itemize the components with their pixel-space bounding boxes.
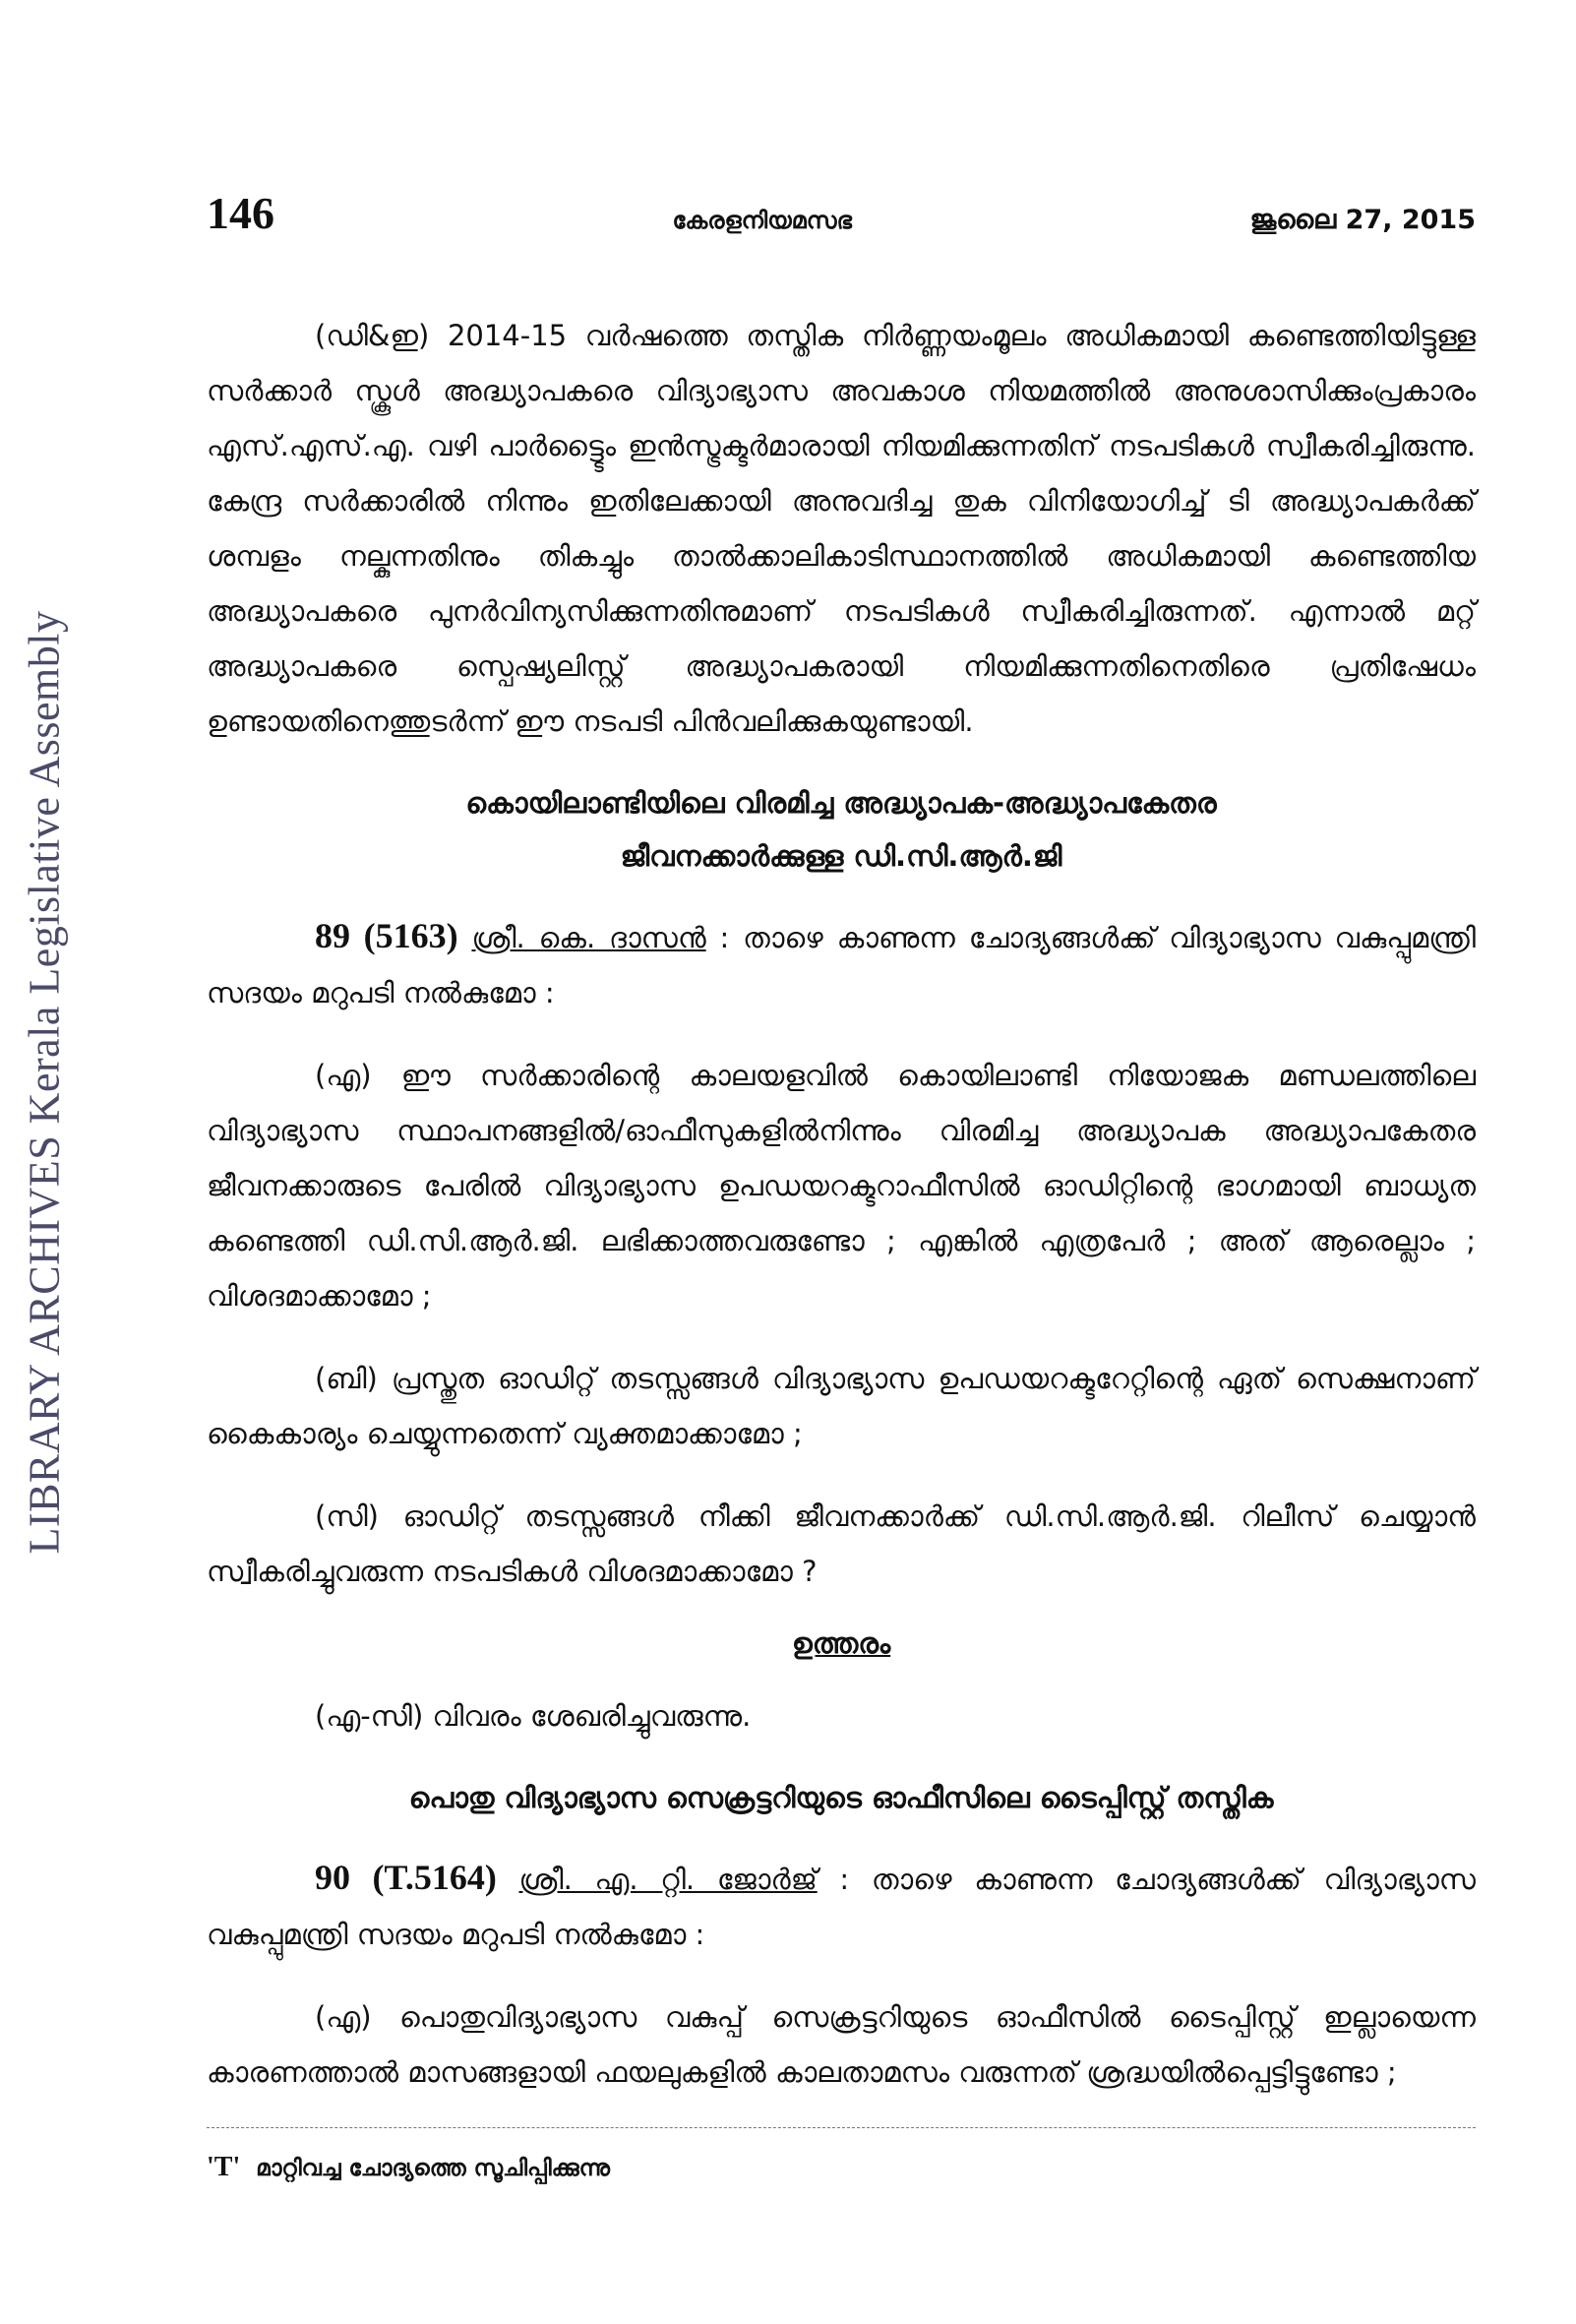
question-intro-90	[207, 1850, 1476, 1962]
question-89-a: (എ) ഈ സർക്കാരിന്റെ കാലയളവിൽ കൊയിലാണ്ടി നിയോജക മണ്ഡലത്തിലെ വിദ്യാഭ്യാസ സ്ഥാപനങ്ങളിൽ/ഓഫീസുകളിൽനിന്നും വിരമിച്ച അദ്ധ്യാപക അദ്ധ്യാപകേതര ജീവനക്കാരുടെ പേരിൽ വിദ്യാഭ്യാസ ഉപഡയറക്ടറാഫീസിൽ ഓഡിറ്റിന്റെ ഭാഗമായി ബാധ്യത കണ്ടെത്തി ഡി.സി.ആർ.ജി. ലഭിക്കാത്തവരുണ്ടോ ; എങ്കിൽ എത്രപേർ ; അത് ആരെല്ലാം ; വിശദമാക്കാമോ ;	[207, 1059, 1476, 1313]
page-header	[207, 187, 1476, 239]
answer-paragraph: (ഡി&ഇ) 2014-15 വർഷത്തെ തസ്തിക നിർണ്ണയംമൂലം അധികമായി കണ്ടെത്തിയിട്ടുള്ള സർക്കാർ സ്കൂൾ അദ്ധ്യാപകരെ വിദ്യാഭ്യാസ അവകാശ നിയമത്തിൽ അനുശാസിക്കുംപ്രകാരം എസ്.എസ്.എ. വഴി പാർട്ട്ടൈം ഇൻസ്ട്രക്ടർമാരായി നിയമിക്കുന്നതിന് നടപടികൾ സ്വീകരിച്ചിരുന്നു. കേന്ദ്ര സർക്കാരിൽ നിന്നും ഇതിലേക്കായി അനുവദിച്ച തുക വിനിയോഗിച്ച് ടി അദ്ധ്യാപകർക്ക് ശമ്പളം നല്കുന്നതിനും തികച്ചും താൽക്കാലികാടിസ്ഥാനത്തിൽ അധികമായി കണ്ടെത്തിയ അദ്ധ്യാപകരെ പുനർവിന്യസിക്കുന്നതിനുമാണ് നടപടികൾ സ്വീകരിച്ചിരുന്നത്. എന്നാൽ മറ്റ് അദ്ധ്യാപകരെ സ്പെഷ്യലിസ്റ്റ് അദ്ധ്യാപകരായി നിയമിക്കുന്നതിനെതിരെ പ്രതിഷേധം ഉണ്ടായതിനെത്തുടർന്ന് ഈ നടപടി പിൻവലിക്കുകയുണ്ടായി.	[207, 319, 1476, 738]
archive-watermark	[0, 0, 89, 2324]
heading-line-1: കൊയിലാണ്ടിയിലെ വിരമിച്ച അദ്ധ്യാപക-അദ്ധ്യാപകേതര	[465, 786, 1217, 820]
footnote-text: മാറ്റിവച്ച ചോദ്യത്തെ സൂചിപ്പിക്കുന്നു	[256, 2156, 610, 2181]
question-heading-90: പൊതു വിദ്യാഭ്യാസ സെക്രട്ടറിയുടെ ഓഫീസിലെ ടൈപ്പിസ്റ്റ് തസ്തിക	[408, 1781, 1274, 1814]
document-page	[207, 187, 1476, 2183]
question-intro-text: : താഴെ കാണുന്ന ചോദ്യങ്ങൾക്ക് വിദ്യാഭ്യാസ വകുപ്പുമന്ത്രി സദയം മറുപടി നൽകുമോ :	[207, 921, 1477, 1009]
header-title: കേരളനിയമസഭ	[672, 207, 852, 234]
footnote	[207, 2152, 1476, 2183]
page-number: 146	[207, 188, 274, 238]
answer-89: (എ-സി) വിവരം ശേഖരിച്ചുവരുന്നു.	[315, 1699, 752, 1733]
mla-name: ശ്രീ. കെ. ദാസൻ	[471, 921, 706, 954]
watermark-text: LIBRARY ARCHIVES Kerala Legislative Assembly	[20, 610, 69, 1555]
question-intro-text: : താഴെ കാണുന്ന ചോദ്യങ്ങൾക്ക് വിദ്യാഭ്യാസ വകുപ്പുമന്ത്രി സദയം മറുപടി നൽകുമോ :	[207, 1863, 1476, 1951]
answer-heading: ഉത്തരം	[791, 1626, 891, 1660]
question-intro-89	[207, 908, 1476, 1020]
question-89-c: (സി) ഓഡിറ്റ് തടസ്സങ്ങൾ നീക്കി ജീവനക്കാർക്ക് ഡി.സി.ആർ.ജി. റിലീസ് ചെയ്യാൻ സ്വീകരിച്ചുവരുന്ന നടപടികൾ വിശദമാക്കാമോ ?	[207, 1499, 1476, 1588]
question-heading-89	[207, 776, 1476, 883]
question-89-b: (ബി) പ്രസ്തുത ഓഡിറ്റ് തടസ്സങ്ങൾ വിദ്യാഭ്യാസ ഉപഡയറക്ടറേറ്റിന്റെ ഏത് സെക്ഷനാണ് കൈകാര്യം ചെയ്യുന്നതെന്ന് വ്യക്തമാക്കാമോ ;	[207, 1362, 1476, 1450]
header-date: ജൂലൈ 27, 2015	[1249, 205, 1476, 235]
question-number: 90 (T.5164)	[315, 1858, 497, 1897]
question-number: 89 (5163)	[315, 916, 458, 955]
heading-line-2: ജീവനക്കാർക്കുള്ള ഡി.സി.ആർ.ജി	[620, 839, 1062, 873]
footnote-divider	[207, 2127, 1476, 2128]
mla-name: ശ്രീ. എ. റ്റി. ജോർജ്	[518, 1863, 818, 1896]
footnote-marker: 'T'	[207, 2152, 241, 2182]
question-90-a: (എ) പൊതുവിദ്യാഭ്യാസ വകുപ്പ് സെക്രട്ടറിയുടെ ഓഫീസിൽ ടൈപ്പിസ്റ്റ് ഇല്ലായെന്ന കാരണത്താൽ മാസങ്ങളായി ഫയലുകളിൽ കാലതാമസം വരുന്നത് ശ്രദ്ധയിൽപ്പെട്ടിട്ടുണ്ടോ ;	[207, 2000, 1476, 2089]
